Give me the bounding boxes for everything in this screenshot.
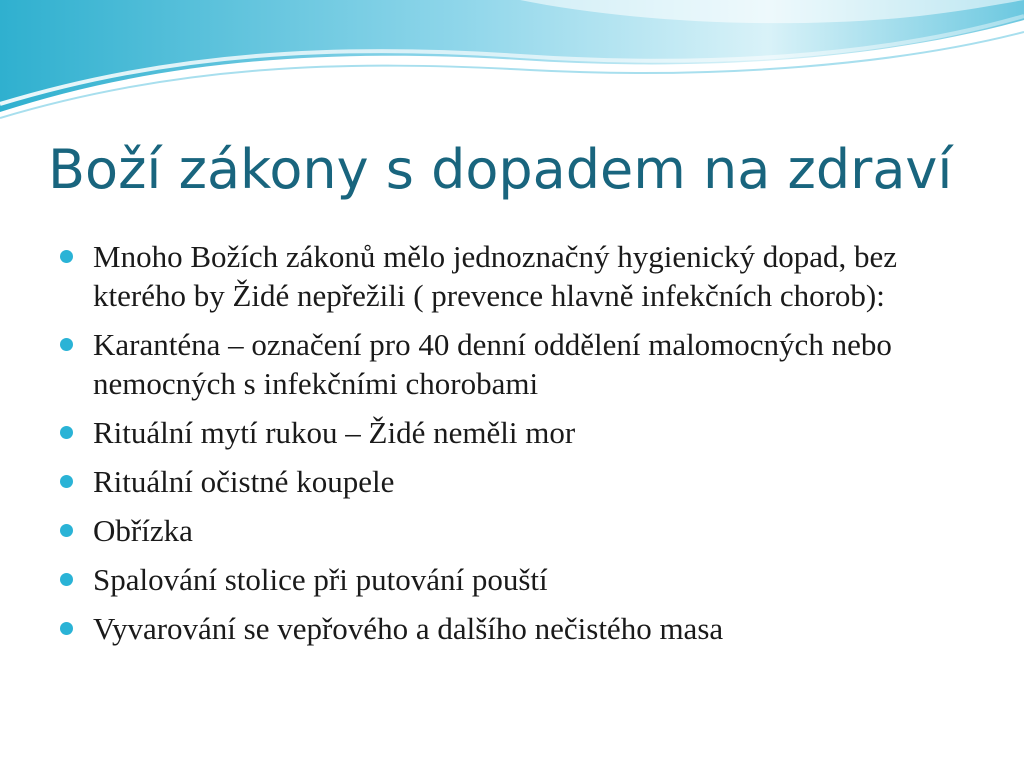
bullet-dot-icon [60,426,73,439]
list-item [60,325,980,403]
header-wave-decoration [0,0,1024,130]
list-item [60,413,980,452]
list-item [60,511,980,550]
bullet-text: Rituální očistné koupele [93,464,395,499]
list-item [60,609,980,648]
bullet-list [60,237,980,658]
bullet-text: Rituální mytí rukou – Židé neměli mor [93,415,576,450]
bullet-dot-icon [60,338,73,351]
bullet-dot-icon [60,573,73,586]
list-item [60,462,980,501]
bullet-dot-icon [60,524,73,537]
bullet-dot-icon [60,475,73,488]
bullet-text: Spalování stolice při putování pouští [93,562,548,597]
bullet-dot-icon [60,622,73,635]
bullet-text: Mnoho Božích zákonů mělo jednoznačný hygienický dopad, bez kterého by Židé nepřežili ( prevence hlavně infekčních chorob): [93,239,898,313]
list-item [60,237,980,315]
bullet-dot-icon [60,250,73,263]
bullet-text: Vyvarování se vepřového a dalšího nečistého masa [93,611,724,646]
slide-title: Boží zákony s dopadem na zdraví [48,138,953,201]
bullet-text: Karanténa – označení pro 40 denní oddělení malomocných nebo nemocných s infekčními chorobami [93,327,892,401]
list-item [60,560,980,599]
bullet-text: Obřízka [93,513,193,548]
